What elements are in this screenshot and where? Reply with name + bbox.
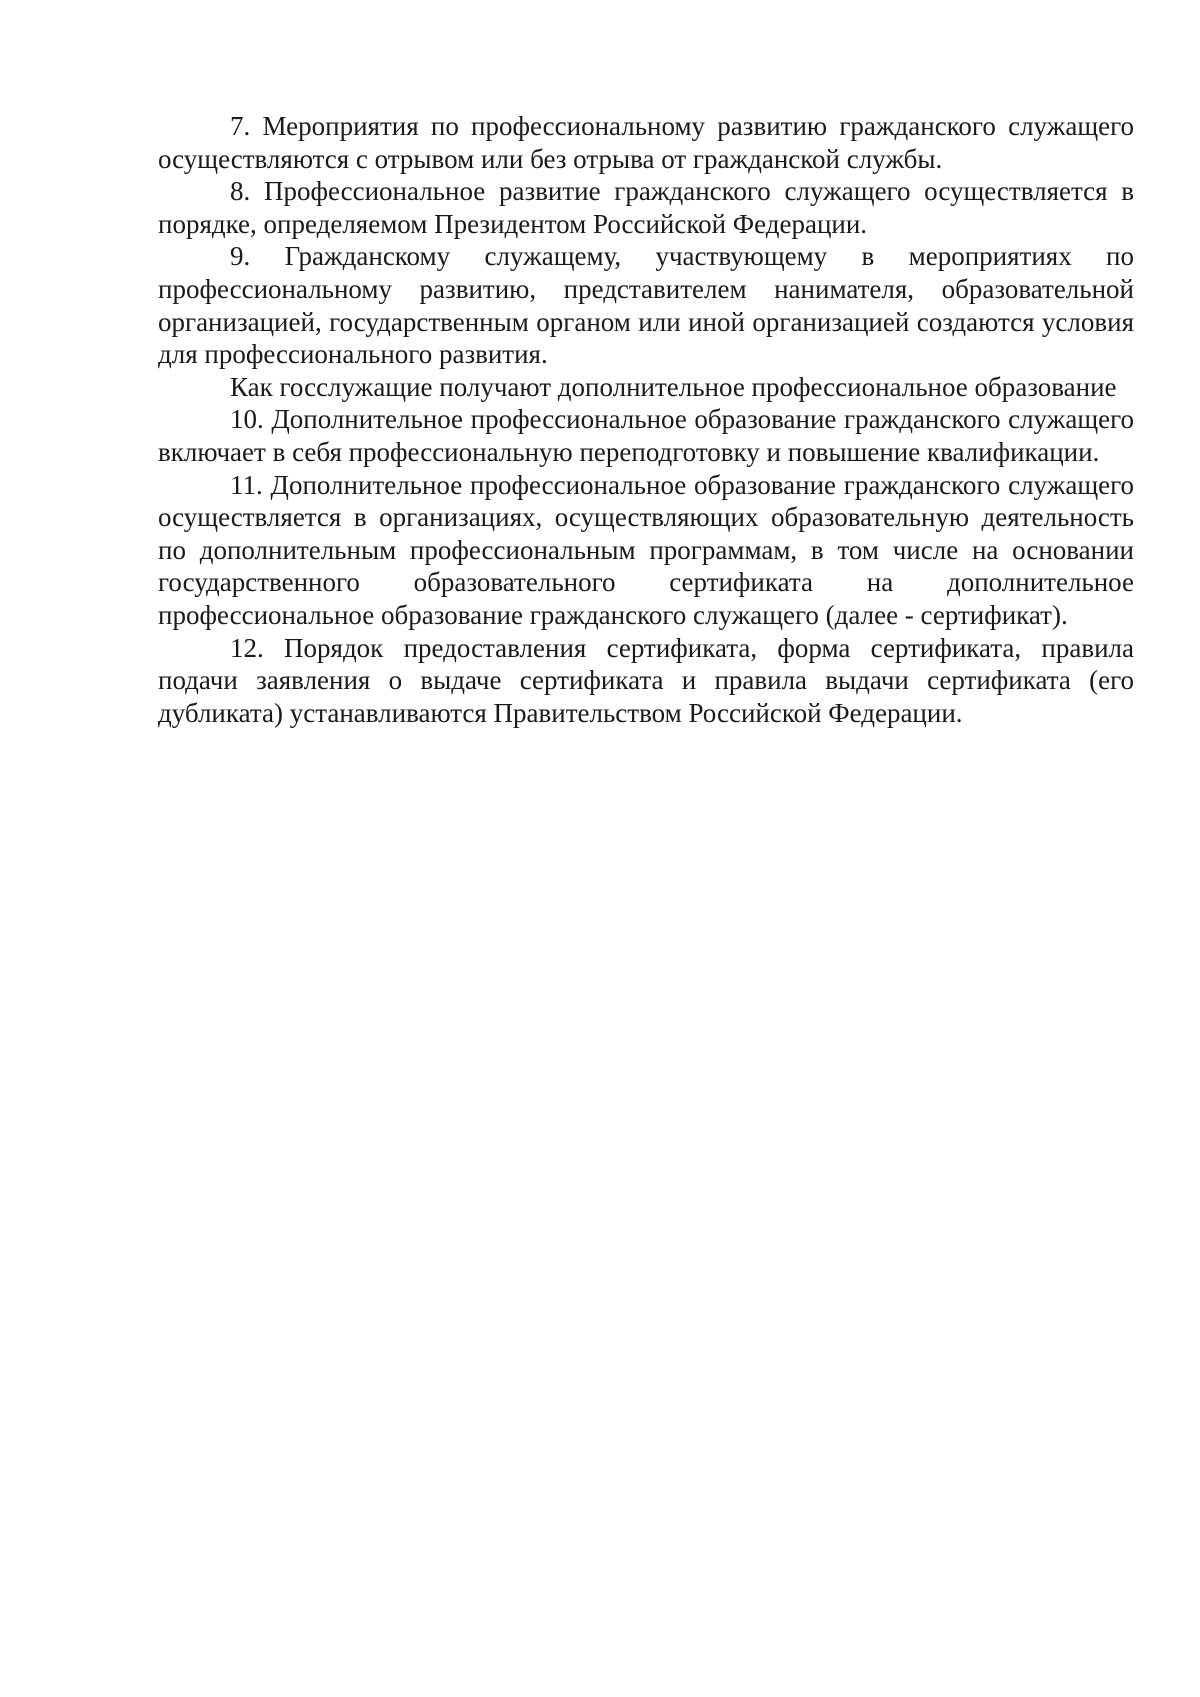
section-heading: Как госслужащие получают дополнительное профессиональное образование [230,371,1117,402]
paragraph-12: 12. Порядок предоставления сертификата, форма сертификата, правила подачи заявления о выдаче сертификата и правила выдачи сертификата (его дубликата) устанавливаются Правительством Российской Федерации. [158,632,1134,728]
paragraph-7: 7. Мероприятия по профессиональному развитию гражданского служащего осуществляются с отрывом или без отрыва от гражданской службы. [158,111,1134,174]
paragraph-8: 8. Профессиональное развитие гражданского служащего осуществляется в порядке, определяемом Президентом Российской Федерации. [158,176,1134,239]
paragraph-11: 11. Дополнительное профессиональное образование гражданского служащего осуществляется в организациях, осуществляющих образовательную деятельность по дополнительным профессиональным программам, в том числе на основании государственного образовательного сертификата на дополнительное профессиональное образование гражданского служащего (далее - сертификат). [158,469,1134,630]
paragraph-9: 9. Гражданскому служащему, участвующему в мероприятиях по профессиональному развитию, представителем нанимателя, образовательной организацией, государственным органом или иной организацией создаются условия для профессионального развития. [158,241,1134,370]
document-body [158,110,1134,729]
paragraph-10: 10. Дополнительное профессиональное образование гражданского служащего включает в себя профессиональную переподготовку и повышение квалификации. [158,404,1134,467]
